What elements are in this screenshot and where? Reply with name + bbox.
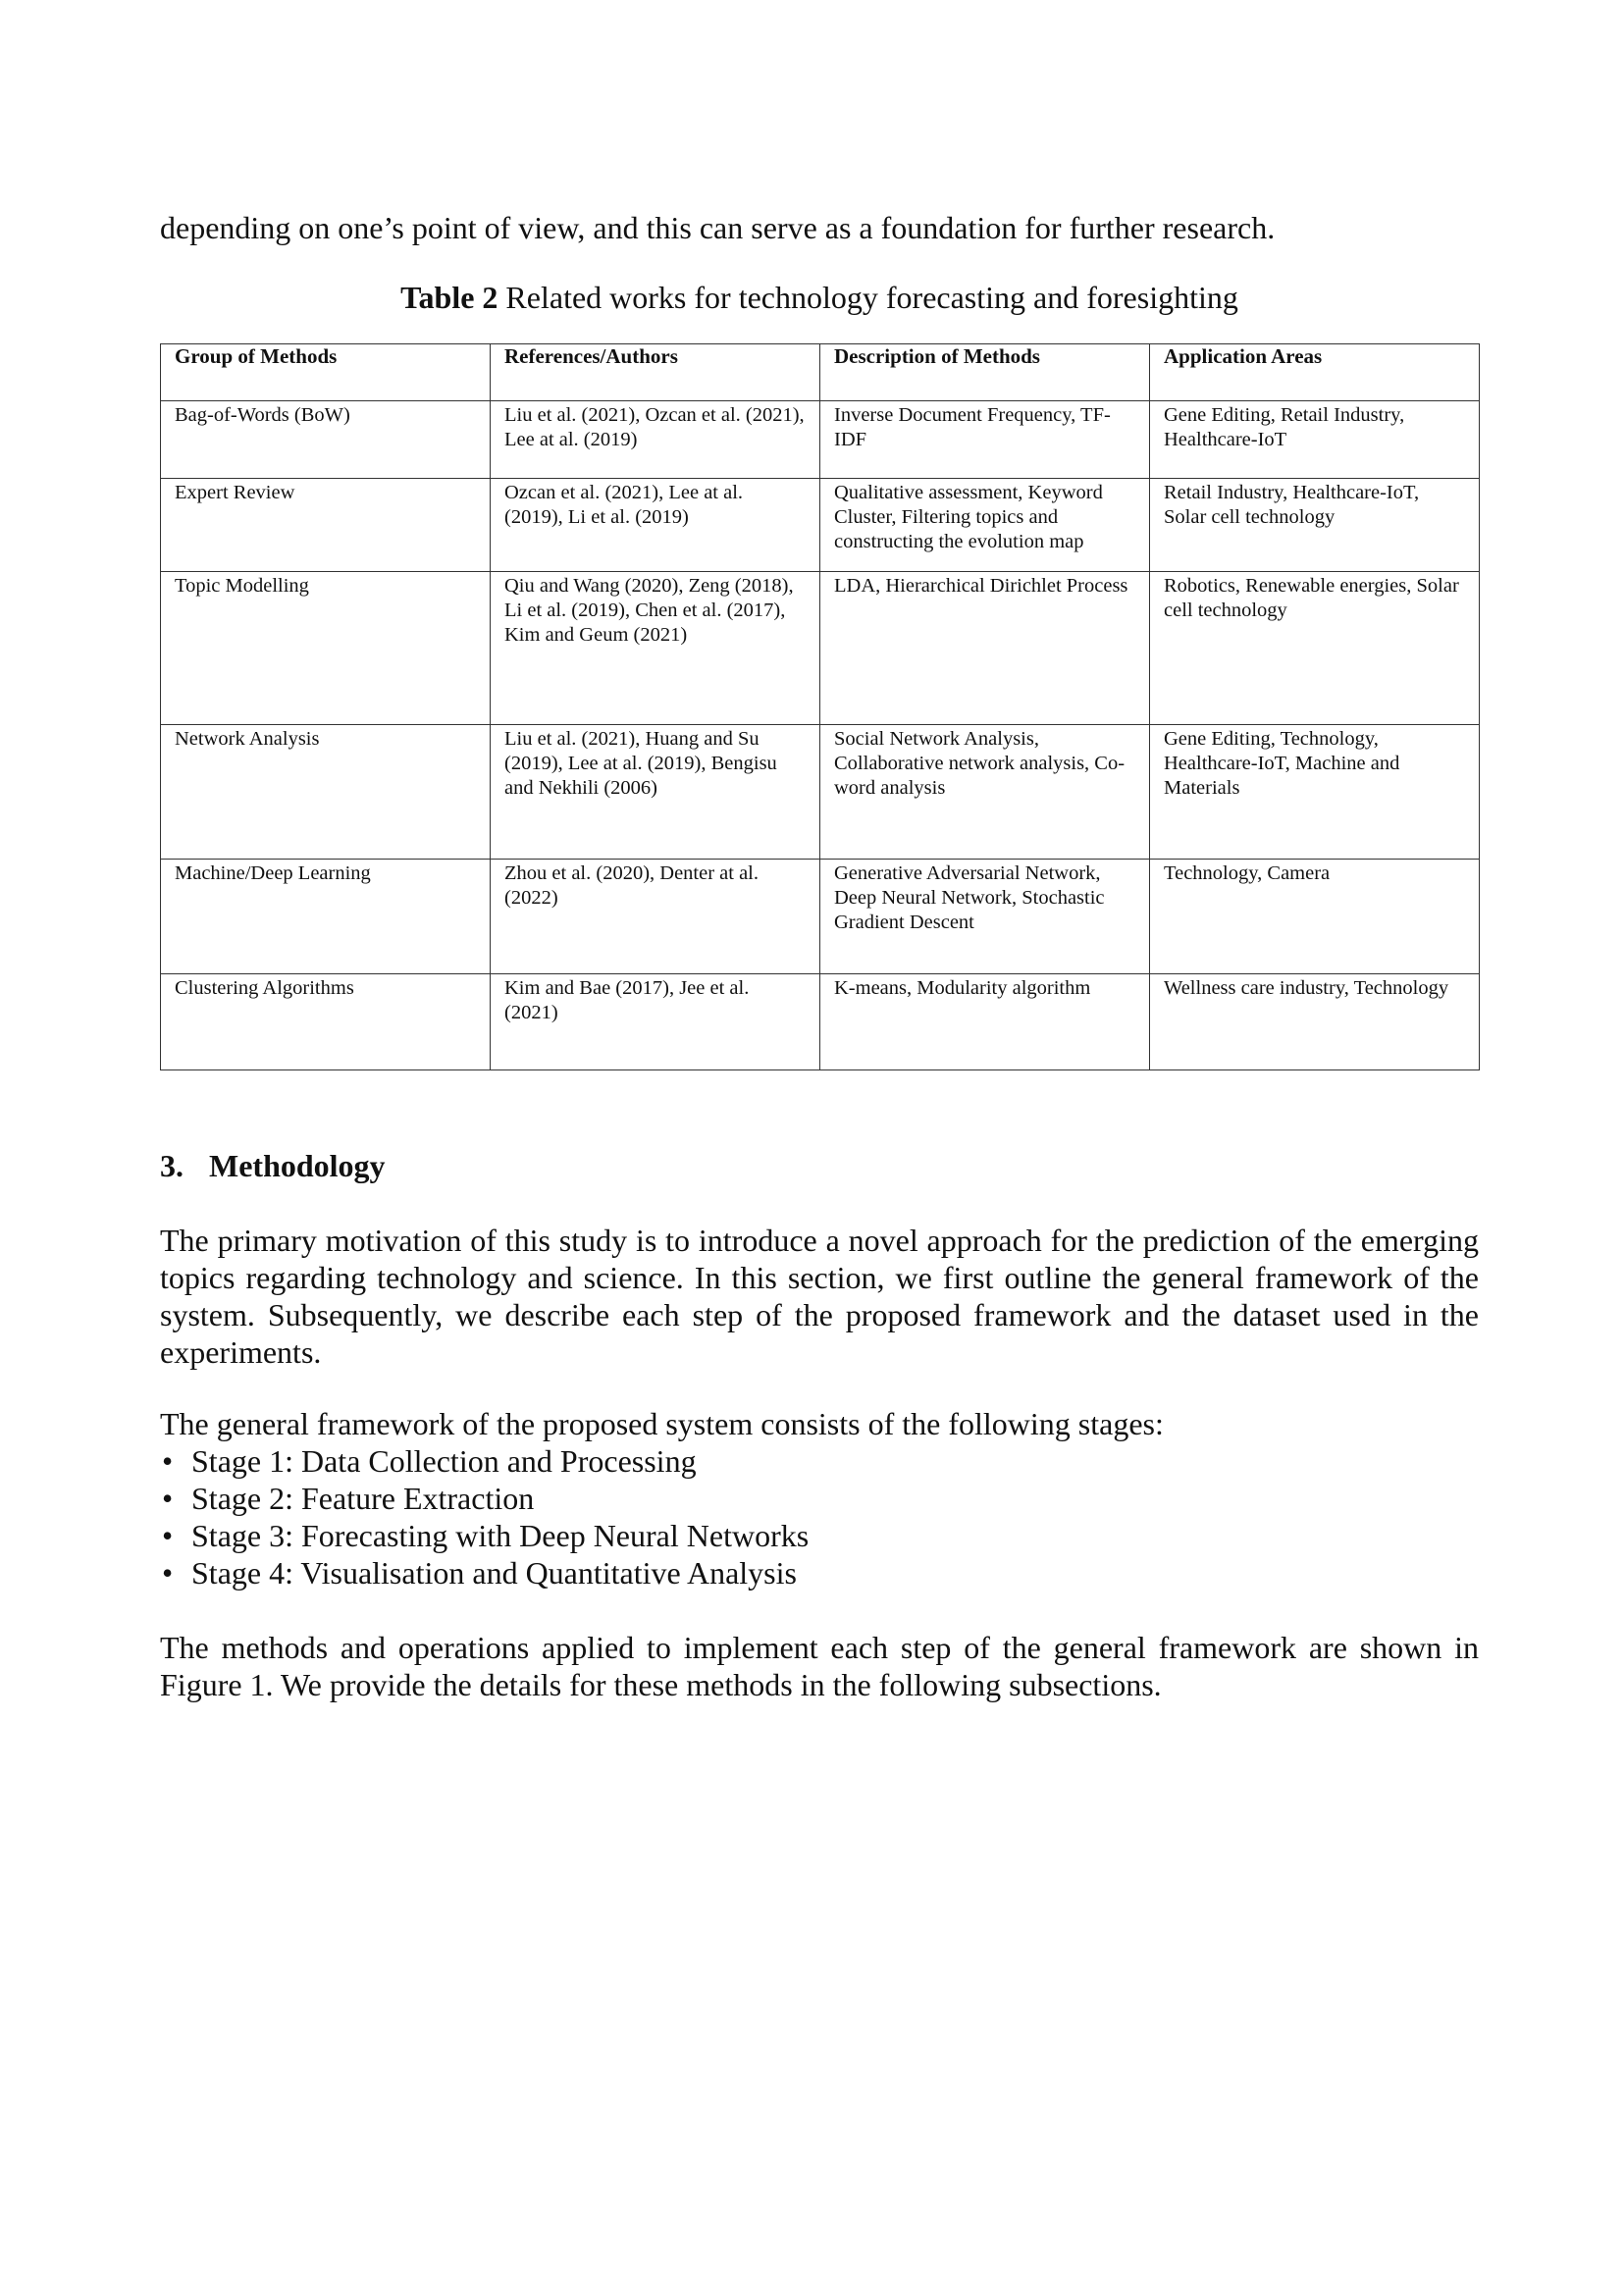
methodology-paragraph-2: The general framework of the proposed system consists of the following stages: [160, 1406, 1164, 1441]
cell-group: Expert Review [161, 479, 491, 572]
table-header-row [161, 344, 1480, 401]
header-references: References/Authors [491, 344, 820, 401]
related-works-table [160, 343, 1480, 1070]
header-description: Description of Methods [820, 344, 1150, 401]
cell-applications: Robotics, Renewable energies, Solar cell technology [1150, 572, 1480, 725]
cell-references: Kim and Bae (2017), Jee et al. (2021) [491, 974, 820, 1070]
cell-description: Qualitative assessment, Keyword Cluster, Filtering topics and constructing the evolution map [820, 479, 1150, 572]
table-caption [160, 278, 1479, 317]
stage-text: Stage 3: Forecasting with Deep Neural Networks [191, 1518, 810, 1553]
list-item [160, 1480, 809, 1517]
cell-description: Social Network Analysis, Collaborative network analysis, Co-word analysis [820, 725, 1150, 860]
table-caption-label: Table 2 [400, 280, 498, 315]
cell-references: Zhou et al. (2020), Denter at al. (2022) [491, 860, 820, 974]
stage-text: Stage 4: Visualisation and Quantitative Analysis [191, 1555, 797, 1591]
bullet-icon: • [162, 1555, 174, 1591]
cell-applications: Wellness care industry, Technology [1150, 974, 1480, 1070]
table-row [161, 860, 1480, 974]
methodology-paragraph-3: The methods and operations applied to implement each step of the general framework are shown in Figure 1. We provide the details for these methods in the following subsections. [160, 1630, 1479, 1702]
bullet-icon: • [162, 1481, 174, 1516]
cell-applications: Technology, Camera [1150, 860, 1480, 974]
table-row [161, 479, 1480, 572]
list-item [160, 1442, 809, 1480]
cell-description: K-means, Modularity algorithm [820, 974, 1150, 1070]
table-row [161, 725, 1480, 860]
section-number: 3. [160, 1148, 183, 1183]
bullet-icon: • [162, 1518, 174, 1553]
stage-text: Stage 1: Data Collection and Processing [191, 1443, 697, 1479]
cell-description: LDA, Hierarchical Dirichlet Process [820, 572, 1150, 725]
cell-description: Generative Adversarial Network, Deep Neural Network, Stochastic Gradient Descent [820, 860, 1150, 974]
list-item [160, 1517, 809, 1554]
cell-group: Topic Modelling [161, 572, 491, 725]
cell-applications: Retail Industry, Healthcare-IoT, Solar cell technology [1150, 479, 1480, 572]
cell-group: Bag-of-Words (BoW) [161, 401, 491, 479]
section-title-text: Methodology [209, 1148, 386, 1183]
header-group-of-methods: Group of Methods [161, 344, 491, 401]
methodology-paragraph-1: The primary motivation of this study is to introduce a novel approach for the prediction of the emerging topics regarding technology and science. In this section, we first outline the general framework of the system. Subsequently, we describe each step of the proposed framework and the dataset used in the experiments. [160, 1223, 1479, 1370]
table-row [161, 572, 1480, 725]
cell-references: Qiu and Wang (2020), Zeng (2018), Li et al. (2019), Chen et al. (2017), Kim and Geum (2021) [491, 572, 820, 725]
cell-applications: Gene Editing, Technology, Healthcare-IoT, Machine and Materials [1150, 725, 1480, 860]
header-application-areas: Application Areas [1150, 344, 1480, 401]
cell-group: Machine/Deep Learning [161, 860, 491, 974]
table-caption-text: Related works for technology forecasting and foresighting [498, 280, 1238, 315]
cell-applications: Gene Editing, Retail Industry, Healthcare-IoT [1150, 401, 1480, 479]
cell-references: Liu et al. (2021), Ozcan et al. (2021), Lee at al. (2019) [491, 401, 820, 479]
table-row [161, 974, 1480, 1070]
stage-text: Stage 2: Feature Extraction [191, 1481, 535, 1516]
cell-references: Liu et al. (2021), Huang and Su (2019), Lee at al. (2019), Bengisu and Nekhili (2006) [491, 725, 820, 860]
bullet-icon: • [162, 1443, 174, 1479]
cell-references: Ozcan et al. (2021), Lee at al. (2019), Li et al. (2019) [491, 479, 820, 572]
stages-list [160, 1442, 809, 1591]
cell-group: Network Analysis [161, 725, 491, 860]
table-row [161, 401, 1480, 479]
list-item [160, 1554, 809, 1591]
lead-paragraph: depending on one’s point of view, and this can serve as a foundation for further research. [160, 210, 1276, 245]
cell-group: Clustering Algorithms [161, 974, 491, 1070]
section-heading [160, 1146, 1479, 1185]
cell-description: Inverse Document Frequency, TF-IDF [820, 401, 1150, 479]
